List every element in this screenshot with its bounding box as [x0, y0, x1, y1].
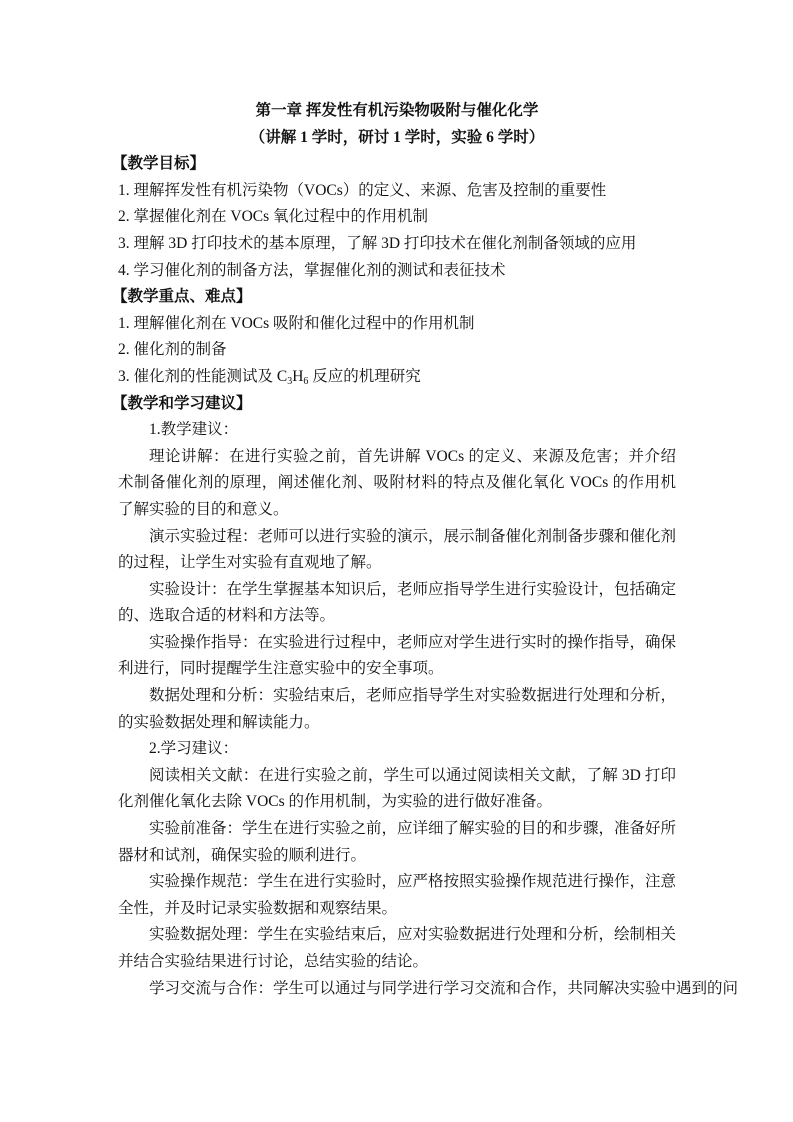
paragraph-line: 实验操作指导：在实验进行过程中，老师应对学生进行实时的操作指导，确保	[149, 633, 676, 651]
chapter-hours: （讲解 1 学时，研讨 1 学时，实验 6 学时）	[249, 128, 545, 146]
paragraph	[118, 683, 676, 736]
paragraph-line: 理论讲解：在进行实验之前，首先讲解 VOCs 的定义、来源及危害；并介绍	[149, 447, 676, 465]
key-point-text: H	[292, 367, 304, 385]
paragraph	[118, 763, 676, 816]
learning-suggestions-label: 2.学习建议：	[149, 740, 239, 758]
objective-item: 4. 学习催化剂的制备方法，掌握催化剂的测试和表征技术	[118, 261, 506, 279]
paragraph	[118, 524, 676, 577]
paragraph-line: 了解实验的目的和意义。	[118, 500, 289, 518]
objective-item: 2. 掌握催化剂在 VOCs 氧化过程中的作用机制	[118, 208, 429, 226]
paragraph-line: 利进行，同时提醒学生注意实验中的安全事项。	[118, 660, 444, 678]
section-heading-key-points: 【教学重点、难点】	[112, 288, 252, 306]
document-page	[112, 98, 739, 1002]
paragraph	[118, 976, 739, 1003]
key-point-text: 3. 催化剂的性能测试及 C	[118, 367, 288, 385]
objective-item: 3. 理解 3D 打印技术的基本原理，了解 3D 打印技术在催化剂制备领域的应用	[118, 234, 637, 252]
paragraph-line: 并结合实验结果进行讨论，总结实验的结论。	[118, 953, 429, 970]
paragraph-line: 演示实验过程：老师可以进行实验的演示，展示制备催化剂制备步骤和催化剂	[149, 527, 676, 545]
paragraph-line: 的实验数据处理和解读能力。	[118, 713, 320, 731]
paragraph-line: 实验操作规范：学生在进行实验时，应严格按照实验操作规范进行操作，注意	[149, 873, 676, 891]
paragraph-line: 学习交流与合作：学生可以通过与同学进行学习交流和合作，共同解决实验中遇到的问	[149, 979, 739, 997]
section-heading-suggestions: 【教学和学习建议】	[112, 394, 252, 412]
paragraph-line: 实验前准备：学生在进行实验之前，应详细了解实验的目的和步骤，准备好所	[149, 820, 676, 838]
paragraph	[118, 577, 676, 630]
teaching-suggestions	[118, 444, 676, 737]
paragraph	[118, 922, 676, 975]
paragraph-line: 全性，并及时记录实验数据和观察结果。	[118, 899, 398, 917]
paragraph	[118, 869, 676, 922]
key-point-item	[118, 364, 676, 391]
paragraph-line: 实验设计：在学生掌握基本知识后，老师应指导学生进行实验设计，包括确定	[149, 580, 676, 598]
chapter-title: 第一章 挥发性有机污染物吸附与催化化学	[255, 102, 539, 119]
subscript: 3	[287, 375, 293, 387]
key-point-item: 2. 催化剂的制备	[118, 341, 227, 359]
paragraph-line: 阅读相关文献：在进行实验之前，学生可以通过阅读相关文献，了解 3D 打印	[149, 766, 676, 784]
learning-suggestions	[118, 763, 739, 1002]
subscript: 6	[303, 375, 309, 387]
teaching-suggestions-label: 1.教学建议：	[149, 421, 239, 439]
paragraph	[118, 630, 676, 683]
key-point-text: 反应的机理研究	[308, 367, 421, 385]
paragraph-line: 器材和试剂，确保实验的顺利进行。	[118, 846, 367, 864]
paragraph-line: 的过程，让学生对实验有直观地了解。	[118, 554, 382, 572]
paragraph-line: 数据处理和分析：实验结束后，老师应指导学生对实验数据进行处理和分析，	[149, 687, 676, 705]
paragraph	[118, 816, 676, 869]
paragraph	[118, 444, 676, 524]
key-point-item: 1. 理解催化剂在 VOCs 吸附和催化过程中的作用机制	[118, 314, 475, 332]
paragraph-line: 化剂催化氧化去除 VOCs 的作用机制，为实验的进行做好准备。	[118, 793, 553, 811]
paragraph-line: 术制备催化剂的原理，阐述催化剂、吸附材料的特点及催化氧化 VOCs 的作用机	[118, 474, 676, 492]
paragraph-line: 实验数据处理：学生在实验结束后，应对实验数据进行处理和分析，绘制相关	[149, 926, 676, 944]
objective-item: 1. 理解挥发性有机污染物（VOCs）的定义、来源、危害及控制的重要性	[118, 181, 607, 199]
section-heading-objectives: 【教学目标】	[112, 155, 206, 173]
paragraph-line: 的、选取合适的材料和方法等。	[118, 607, 336, 625]
